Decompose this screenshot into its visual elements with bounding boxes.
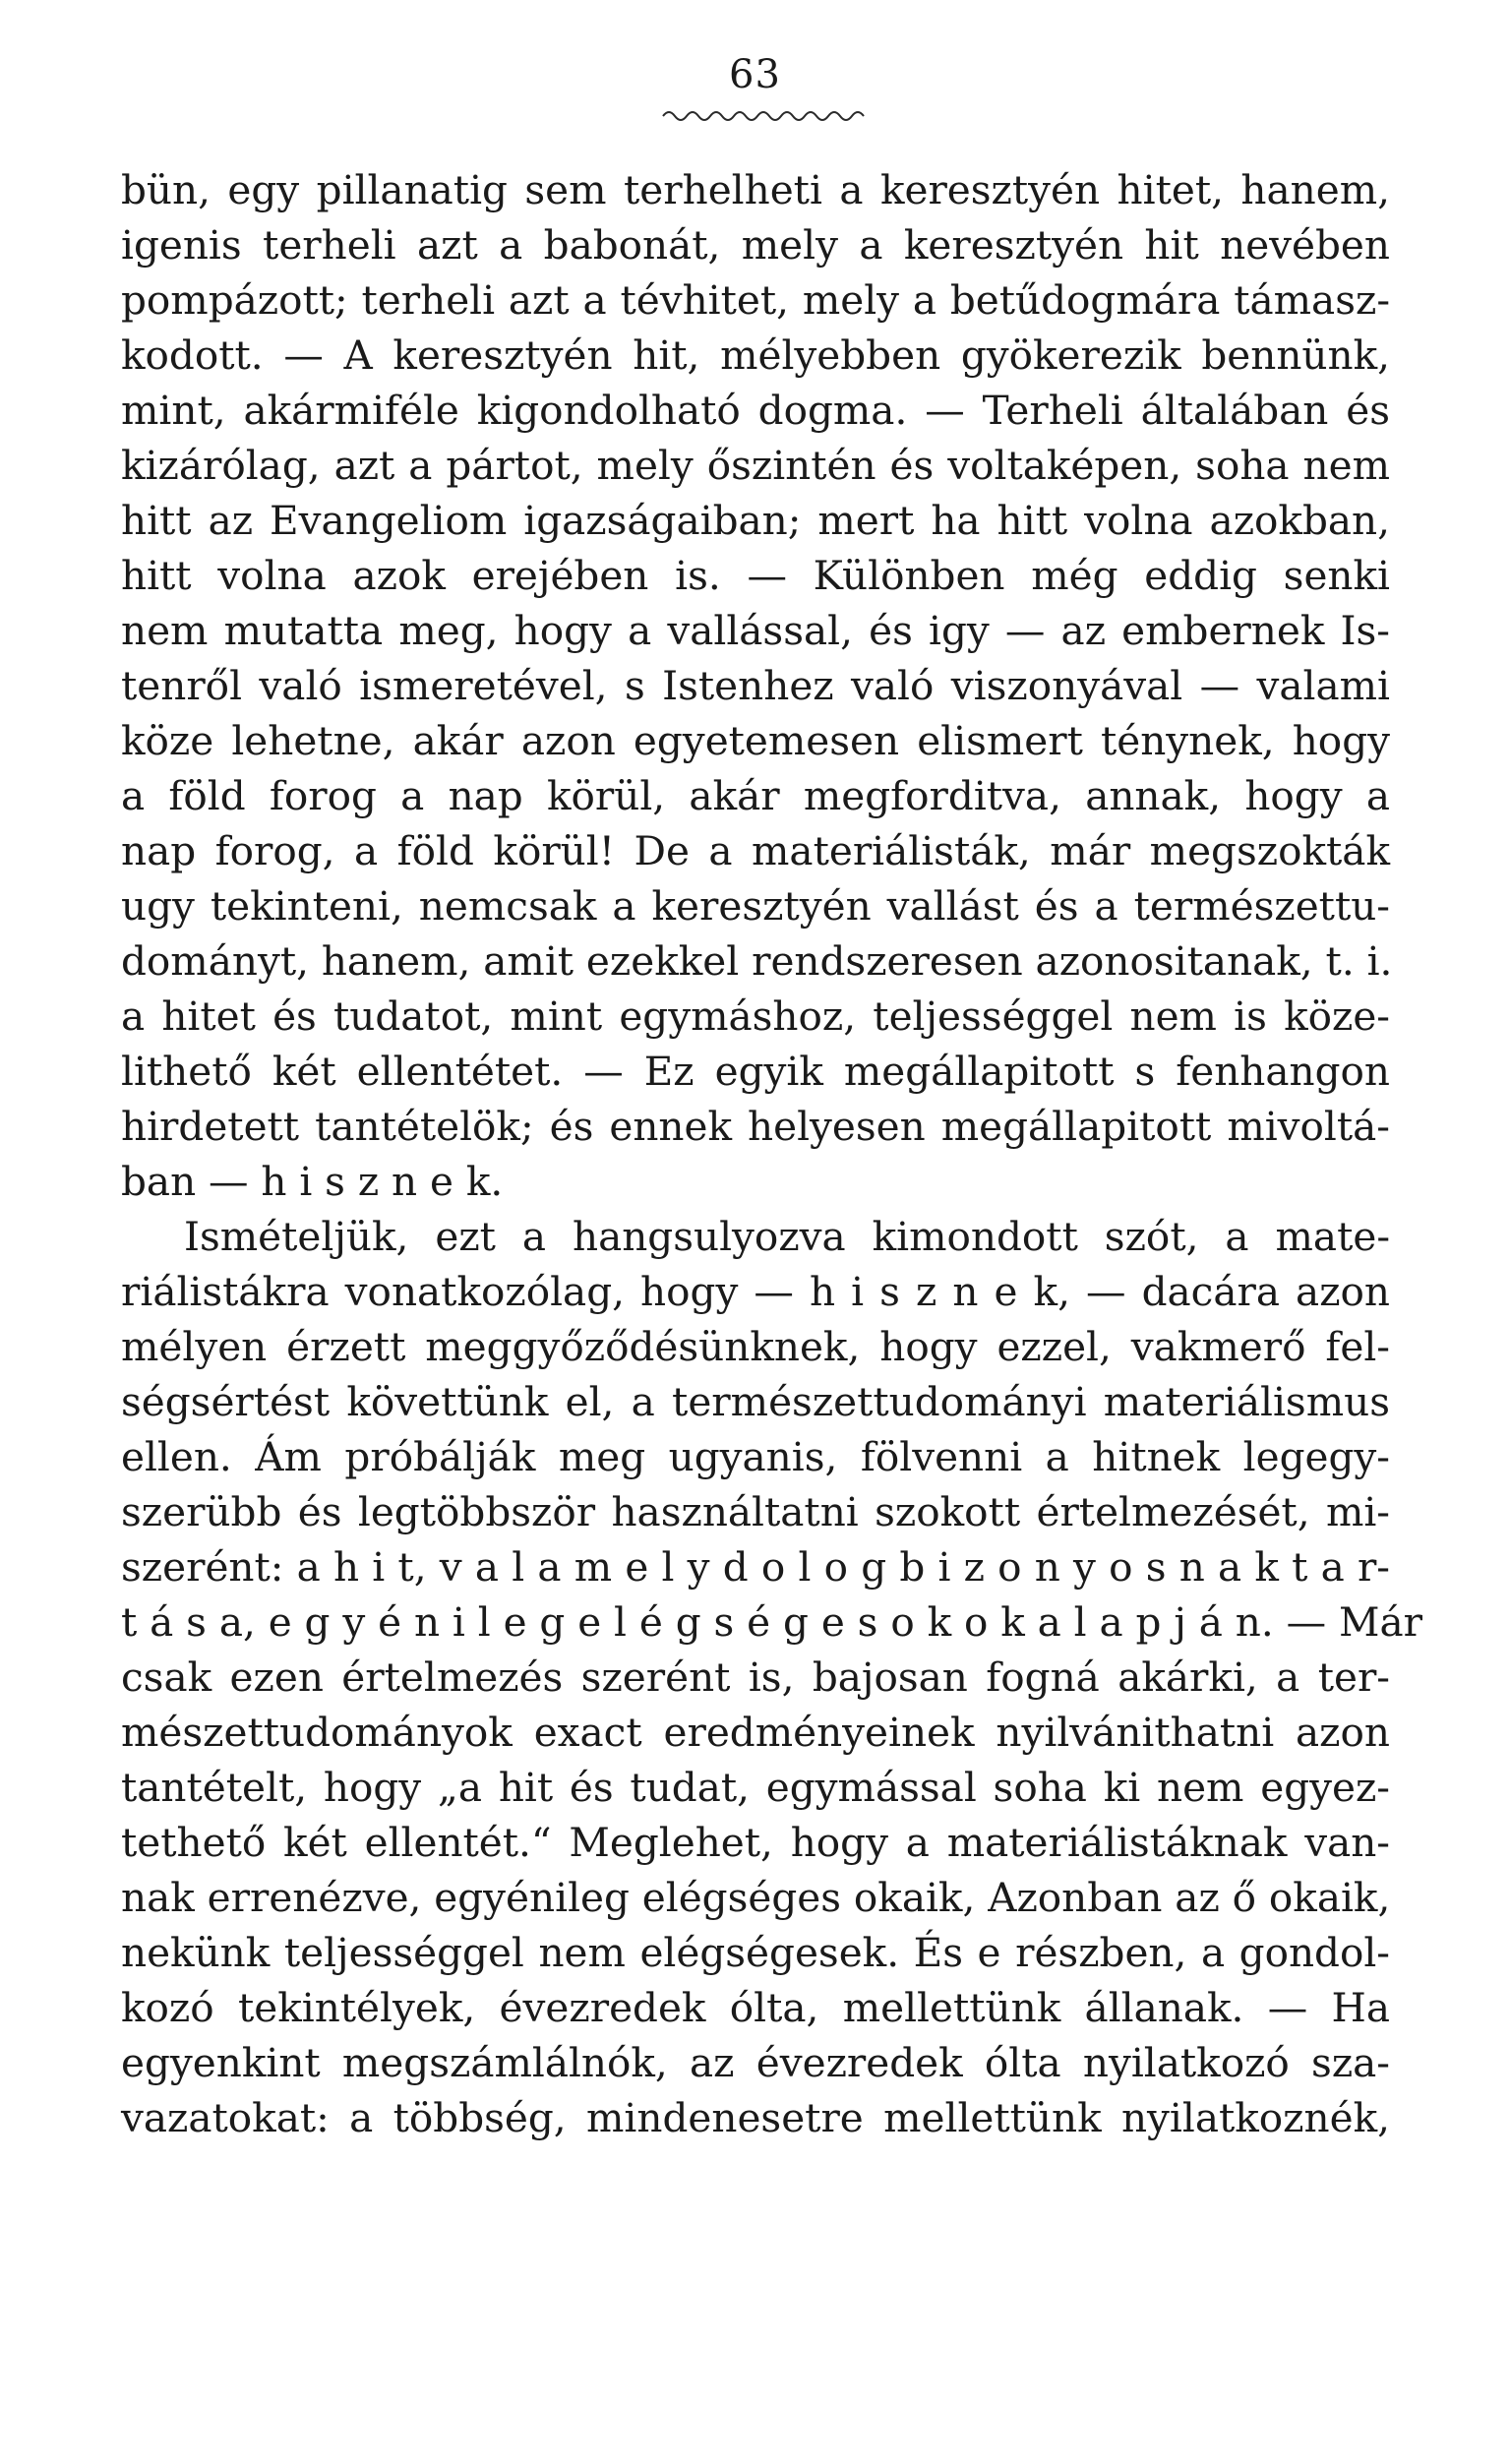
text-line: tethető két ellentét.“ Meglehet, hogy a materiálistáknak van-: [121, 1819, 1390, 1866]
text-line: lithető két ellentétet. — Ez egyik megállapitott s fenhangon: [121, 1048, 1390, 1095]
text-line: t á s a, e g y é n i l e g e l é g s é g e s o k o k a l a p j á n. — Már: [121, 1598, 1422, 1646]
text-line: kizárólag, azt a pártot, mely őszintén és voltaképen, soha nem: [121, 442, 1390, 489]
text-line: nem mutatta meg, hogy a vallással, és igy — az embernek Is-: [121, 607, 1390, 654]
text-line: tantételt, hogy „a hit és tudat, egymással soha ki nem egyez-: [121, 1764, 1390, 1811]
text-line: köze lehetne, akár azon egyetemesen elismert ténynek, hogy: [121, 717, 1390, 764]
text-line: kodott. — A keresztyén hit, mélyebben gyökerezik bennünk,: [121, 331, 1390, 379]
text-line: vazatokat: a többség, mindenesetre mellettünk nyilatkoznék,: [121, 2094, 1390, 2141]
text-line: bün, egy pillanatig sem terhelheti a keresztyén hitet, hanem,: [121, 166, 1390, 213]
text-line: nak errenézve, egyénileg elégséges okaik, Azonban az ő okaik,: [121, 1874, 1391, 1921]
text-line: ugy tekinteni, nemcsak a keresztyén vallást és a természettu-: [121, 882, 1390, 930]
text-line: csak ezen értelmezés szerént is, bajosan fogná akárki, a ter-: [121, 1653, 1390, 1701]
text-line: kozó tekintélyek, évezredek ólta, mellettünk állanak. — Ha: [121, 1984, 1390, 2031]
text-line: hirdetett tantételök; és ennek helyesen megállapitott mivoltá-: [121, 1103, 1390, 1150]
text-line: ségsértést követtünk el, a természettudományi materiálismus: [121, 1378, 1390, 1425]
decorative-ornament-icon: [661, 106, 868, 126]
text-line: tenről való ismeretével, s Istenhez való viszonyával — valami: [121, 662, 1390, 709]
text-line: riálistákra vonatkozólag, hogy — h i s z n e k, — dacára azon: [121, 1268, 1390, 1315]
page-number: 63: [729, 52, 781, 97]
paragraph-start-line: Ismételjük, ezt a hangsulyozva kimondott szót, a mate-: [184, 1213, 1390, 1260]
text-line: pompázott; terheli azt a tévhitet, mely a betűdogmára támasz-: [121, 276, 1390, 324]
text-line: egyenkint megszámlálnók, az évezredek ólta nyilatkozó sza-: [121, 2039, 1390, 2086]
paragraph-end-line: ban — h i s z n e k.: [121, 1158, 504, 1205]
text-line: mint, akármiféle kigondolható dogma. — Terheli általában és: [121, 387, 1390, 434]
text-line: dományt, hanem, amit ezekkel rendszeresen azonositanak, t. i.: [121, 937, 1393, 985]
text-line: nap forog, a föld körül! De a materiálisták, már megszokták: [121, 827, 1390, 874]
text-line: nekünk teljességgel nem elégségesek. És e részben, a gondol-: [121, 1929, 1390, 1976]
text-line: szerübb és legtöbbször használtatni szokott értelmezését, mi-: [121, 1488, 1390, 1535]
text-line: szerént: a h i t, v a l a m e l y d o l o g b i z o n y o s n a k t a r-: [121, 1543, 1390, 1591]
text-line: hitt volna azok erejében is. — Különben még eddig senki: [121, 552, 1390, 599]
text-line: mélyen érzett meggyőződésünknek, hogy ezzel, vakmerő fel-: [121, 1323, 1390, 1370]
text-line: igenis terheli azt a babonát, mely a keresztyén hit nevében: [121, 221, 1390, 269]
text-line: mészettudományok exact eredményeinek nyilvánithatni azon: [121, 1709, 1390, 1756]
text-line: ellen. Ám próbálják meg ugyanis, fölvenni a hitnek legegy-: [121, 1433, 1390, 1480]
text-line: hitt az Evangeliom igazságaiban; mert ha hitt volna azokban,: [121, 497, 1390, 544]
text-line: a föld forog a nap körül, akár megforditva, annak, hogy a: [121, 772, 1390, 819]
text-line: a hitet és tudatot, mint egymáshoz, teljességgel nem is köze-: [121, 992, 1390, 1040]
